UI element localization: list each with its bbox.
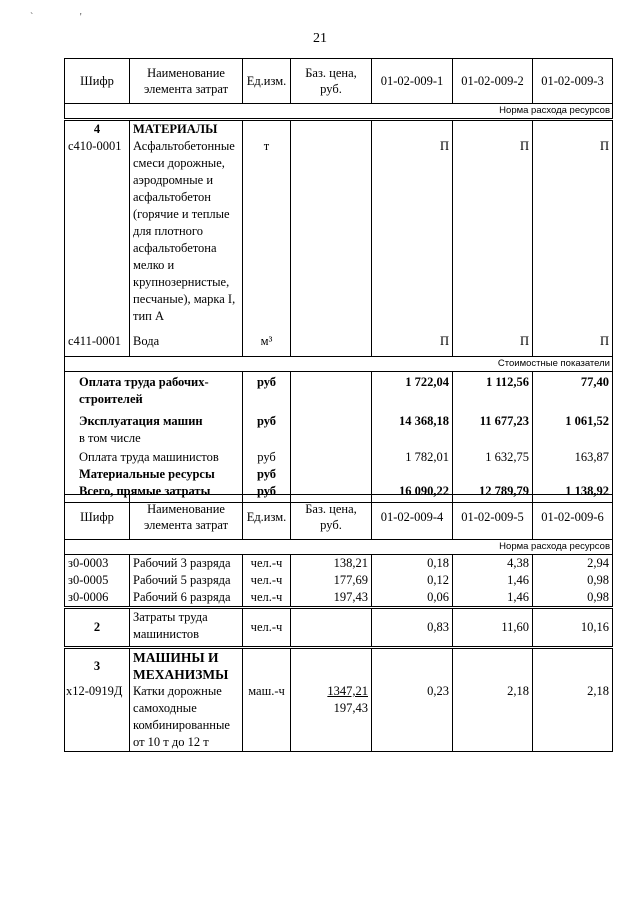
row-value-1: П [372, 333, 453, 357]
table-row [65, 589, 613, 608]
cost-value-1: 16 090,22 [372, 483, 453, 503]
cost-value-1: 1 722,04 [372, 372, 453, 409]
cost-unit: руб [243, 466, 291, 483]
row-value-2: 2,18 [453, 648, 533, 752]
row-value-3: П [533, 333, 613, 357]
labor-unit: чел.-ч [243, 608, 291, 648]
table-row [65, 572, 613, 589]
header-price: Баз. цена, руб. [291, 59, 372, 104]
row-price: 138,21 [291, 555, 372, 573]
row-name: Рабочий 5 разряда [130, 572, 243, 589]
cost-name: Всего, прямые затраты [65, 483, 243, 503]
table-header [65, 59, 613, 104]
labor-name: Затраты труда машинистов [130, 608, 243, 648]
section-code: 4 [93, 122, 101, 136]
cost-value-3 [533, 466, 613, 483]
row-name: Рабочий 6 разряда [130, 589, 243, 608]
cost-value-2 [453, 466, 533, 483]
norm-band-label: Норма расхода ресурсов [65, 104, 613, 120]
cost-name: Материальные ресурсы [65, 466, 243, 483]
labor-code: 2 [65, 608, 130, 648]
header-price: Баз. цена, руб. [291, 495, 372, 540]
cost-subnote: в том числе [79, 431, 141, 445]
cost-row [65, 466, 613, 483]
cost-unit: руб [243, 447, 291, 466]
row-value-1: 0,12 [372, 572, 453, 589]
cost-band [65, 357, 613, 372]
header-unit: Ед.изм. [243, 59, 291, 104]
row-value-3: 2,18 [533, 648, 613, 752]
cost-name: Оплата труда рабочих-строителей [65, 372, 243, 409]
row-unit: чел.-ч [243, 555, 291, 573]
row-value-1: 0,18 [372, 555, 453, 573]
row-price: 197,43 [291, 589, 372, 608]
cost-unit: руб [243, 408, 291, 447]
row-unit: маш.-ч [243, 648, 291, 752]
row-value-3: 0,98 [533, 589, 613, 608]
row-value-3: 2,94 [533, 555, 613, 573]
row-value-1: П [372, 120, 453, 334]
table-header [65, 495, 613, 540]
header-col-3: 01-02-009-3 [533, 59, 613, 104]
scan-specks: ` ' [30, 12, 104, 23]
header-col-5: 01-02-009-5 [453, 495, 533, 540]
table-row [65, 333, 613, 357]
cost-value-3: 77,40 [533, 372, 613, 409]
row-unit: чел.-ч [243, 589, 291, 608]
row-price: 1347,21 [327, 684, 368, 698]
header-col-4: 01-02-009-4 [372, 495, 453, 540]
header-name: Наименование элемента затрат [130, 495, 243, 540]
cost-band-label: Стоимостные показатели [65, 357, 613, 372]
section-title: МАТЕРИАЛЫ [133, 122, 218, 136]
row-value-3: П [533, 120, 613, 334]
row-name: Вода [130, 333, 243, 357]
header-name: Наименование элемента затрат [130, 59, 243, 104]
row-value-2: 1,46 [453, 589, 533, 608]
row-code: з0-0003 [65, 555, 130, 573]
row-code: с411-0001 [65, 333, 130, 357]
header-col-1: 01-02-009-1 [372, 59, 453, 104]
resource-table-2 [64, 494, 613, 752]
machines-code: 3 [93, 659, 101, 673]
cost-value-3: 1 061,52 [533, 408, 613, 447]
row-value-2: П [453, 120, 533, 334]
cost-value-1 [372, 466, 453, 483]
page-number: 21 [313, 31, 327, 46]
row-price: 177,69 [291, 572, 372, 589]
row-value-1: 0,06 [372, 589, 453, 608]
labor-value-2: 11,60 [453, 608, 533, 648]
section-row [65, 120, 613, 334]
row-value-2: 4,38 [453, 555, 533, 573]
table-row [65, 555, 613, 573]
cost-name: Оплата труда машинистов [65, 447, 243, 466]
row-code: з0-0005 [65, 572, 130, 589]
cost-name: Эксплуатация машин [79, 414, 203, 428]
cost-row [65, 372, 613, 409]
norm-band [65, 540, 613, 555]
cost-value-3: 1 138,92 [533, 483, 613, 503]
row-name: Асфальтобетонные смеси дорожные, аэродромные и асфальтобетон (горячие и теплые для плотного асфальтобетона мелко и крупнозернистые, песчаные), марка I, тип А [133, 139, 236, 323]
cost-row [65, 408, 613, 447]
row-name: Катки дорожные самоходные комбинированные от 10 т до 12 т [133, 684, 230, 749]
header-col-2: 01-02-009-2 [453, 59, 533, 104]
row-unit: чел.-ч [243, 572, 291, 589]
machine-row [65, 648, 613, 752]
row-code: с410-0001 [68, 139, 122, 153]
labor-value-1: 0,83 [372, 608, 453, 648]
row-unit: т [243, 120, 291, 334]
cost-value-3: 163,87 [533, 447, 613, 466]
row-value-2: 1,46 [453, 572, 533, 589]
labor-row [65, 608, 613, 648]
norm-band [65, 104, 613, 120]
cost-value-1: 1 782,01 [372, 447, 453, 466]
row-value-2: П [453, 333, 533, 357]
header-code: Шифр [65, 495, 130, 540]
cost-value-2: 1 632,75 [453, 447, 533, 466]
cost-row [65, 447, 613, 466]
row-value-1: 0,23 [372, 648, 453, 752]
resource-table-1 [64, 58, 613, 503]
row-code: х12-0919Д [66, 684, 123, 698]
norm-band-label: Норма расхода ресурсов [65, 540, 613, 555]
cost-unit: руб [243, 483, 291, 503]
cost-value-1: 14 368,18 [372, 408, 453, 447]
cost-unit: руб [243, 372, 291, 409]
cost-value-2: 12 789,79 [453, 483, 533, 503]
header-unit: Ед.изм. [243, 495, 291, 540]
cost-value-2: 11 677,23 [453, 408, 533, 447]
row-name: Рабочий 3 разряда [130, 555, 243, 573]
row-code: з0-0006 [65, 589, 130, 608]
header-code: Шифр [65, 59, 130, 104]
row-value-3: 0,98 [533, 572, 613, 589]
row-price-secondary: 197,43 [333, 701, 368, 715]
cost-value-2: 1 112,56 [453, 372, 533, 409]
labor-value-3: 10,16 [533, 608, 613, 648]
machines-title: МАШИНЫ И МЕХАНИЗМЫ [133, 650, 229, 682]
header-col-6: 01-02-009-6 [533, 495, 613, 540]
row-unit: м³ [243, 333, 291, 357]
